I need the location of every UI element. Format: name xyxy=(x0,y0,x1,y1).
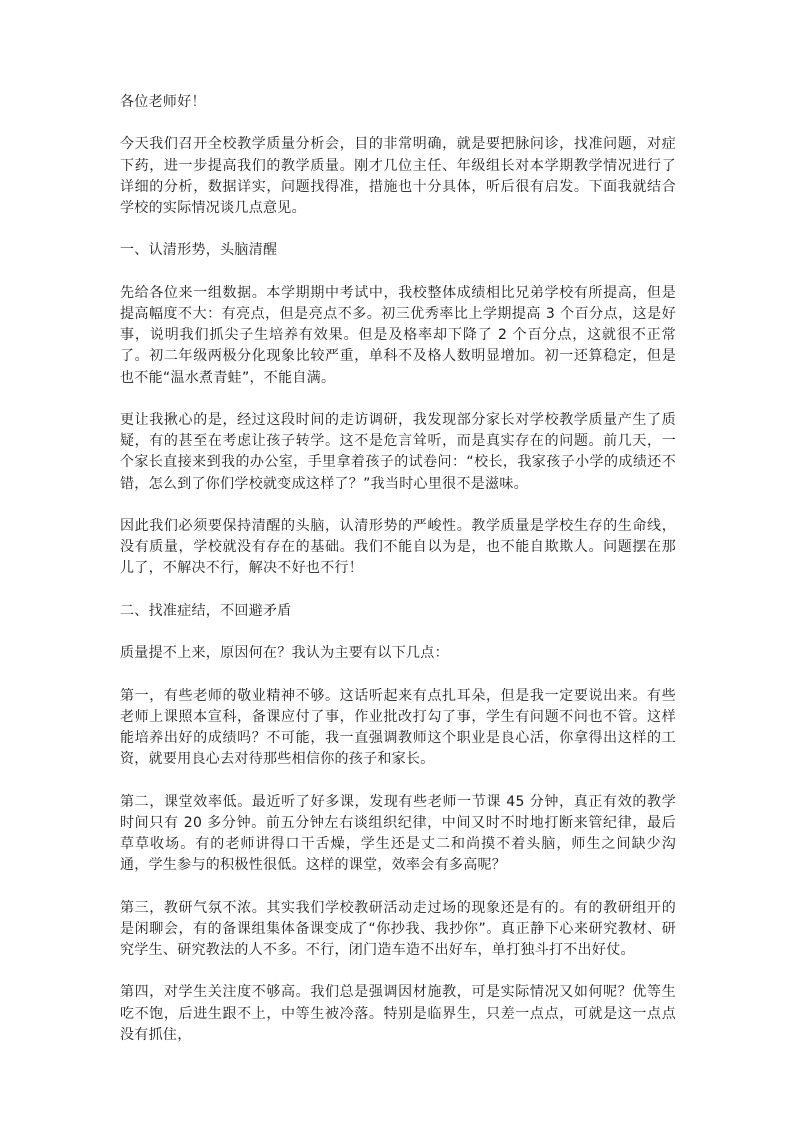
section-2-paragraph-2: 第一，有些老师的敬业精神不够。这话听起来有点扎耳朵，但是我一定要说出来。有些老师上课照本宣科，备课应付了事，作业批改打勾了事，学生有问题不问也不管。这样能培养出好的成绩吗？不可能，我一直强调教师这个职业是良心活，你拿得出这样的工资，就要用良心去对待那些相信你的孩子和家长。 xyxy=(120,687,676,768)
section-2-paragraph-3: 第二，课堂效率低。最近听了好多课，发现有些老师一节课 45 分钟，真正有效的教学时间只有 20 多分钟。前五分钟左右谈组织纪律，中间又时不时地打断来管纪律，最后草草收场。有的老师讲得口干舌燥，学生还是丈二和尚摸不着头脑，师生之间缺少沟通，学生参与的积极性很低。这样的课堂，效率会有多高呢？ xyxy=(120,793,676,874)
section-2-paragraph-5: 第四，对学生关注度不够高。我们总是强调因材施教，可是实际情况又如何呢？优等生吃不饱，后进生跟不上，中等生被冷落。特别是临界生，只差一点点，可就是这一点点没有抓住， xyxy=(120,984,676,1043)
section-1-paragraph-2: 更让我揪心的是，经过这段时间的走访调研，我发现部分家长对学校教学质量产生了质疑，有的甚至在考虑让孩子转学。这不是危言耸听，而是真实存在的问题。前几天，一个家长直接来到我的办公室，手里拿着孩子的试卷问：“校长，我家孩子小学的成绩还不错，怎么到了你们学校就变成这样了？”我当时心里很不是滋味。 xyxy=(120,411,676,492)
section-heading-1: 一、认清形势，头脑清醒 xyxy=(120,242,278,259)
greeting: 各位老师好！ xyxy=(120,94,206,110)
section-1-paragraph-1: 先给各位来一组数据。本学期期中考试中，我校整体成绩相比兄弟学校有所提高，但是提高幅度不大：有亮点，但是亮点不多。初三优秀率比上学期提高 3 个百分点，这是好事，说明我们抓尖子生培养有效果。但是及格率却下降了 2 个百分点，这就很不正常了。初二年级两极分化现象比较严重，单科不及格人数明显增加。初一还算稳定，但是也不能“温水煮青蛙”，不能自满。 xyxy=(120,284,676,386)
section-2-paragraph-1: 质量提不上来，原因何在？我认为主要有以下几点： xyxy=(120,645,449,662)
intro-paragraph: 今天我们召开全校教学质量分析会，目的非常明确，就是要把脉问诊，找准问题，对症下药，进一步提高我们的教学质量。刚才几位主任、年级组长对本学期教学情况进行了详细的分析，数据详实，问题找得准，措施也十分具体，听后很有启发。下面我就结合学校的实际情况谈几点意见。 xyxy=(120,136,676,216)
document-page xyxy=(120,92,676,1067)
section-heading-2: 二、找准症结，不回避矛盾 xyxy=(120,602,292,619)
section-1-paragraph-3: 因此我们必须要保持清醒的头脑，认清形势的严峻性。教学质量是学校生存的生命线，没有质量，学校就没有存在的基础。我们不能自以为是，也不能自欺欺人。问题摆在那儿了，不解决不行，解决不好也不行！ xyxy=(120,517,676,577)
section-2-paragraph-4: 第三，教研气氛不浓。其实我们学校教研活动走过场的现象还是有的。有的教研组开的是闲聊会，有的备课组集体备课变成了“你抄我、我抄你”。真正静下心来研究教材、研究学生、研究教法的人不多。不行，闭门造车造不出好车，单打独斗打不出好仗。 xyxy=(120,899,676,958)
